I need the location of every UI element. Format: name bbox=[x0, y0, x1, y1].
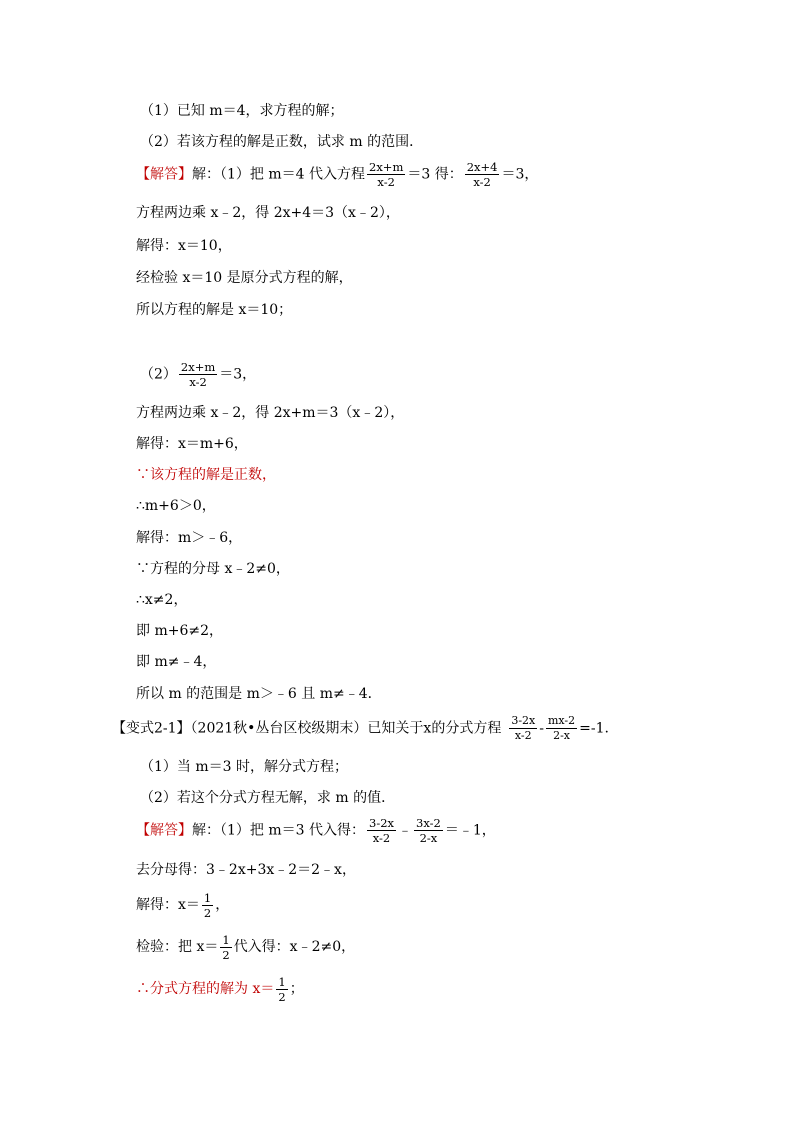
variant-tag: 【变式2-1】 bbox=[112, 720, 191, 737]
step-line: 方程两边乘 x﹣2，得 2x+4＝3（x﹣2）， bbox=[136, 205, 400, 221]
fraction: $\frac{1}{2}$ bbox=[222, 932, 230, 962]
answer-tail: ＝﹣1， bbox=[444, 822, 496, 839]
step-line: 解得：m＞﹣6， bbox=[136, 530, 243, 546]
fraction: $\frac{2x+4}{x-2}$ bbox=[466, 160, 498, 189]
minus-sign: ﹣ bbox=[398, 822, 413, 839]
question-2: （2）若该方程的解是正数，试求 m 的范围． bbox=[140, 134, 424, 150]
answer-tag: 【解答】 bbox=[136, 822, 192, 839]
answer-2-line bbox=[136, 816, 496, 845]
fraction: $\frac{2x+m}{x-2}$ bbox=[180, 360, 216, 389]
variant-header bbox=[112, 714, 609, 743]
step-line: 即 m+6≠2， bbox=[136, 623, 224, 639]
step-line: 所以 m 的范围是 m＞﹣6 且 m≠﹣4． bbox=[136, 686, 382, 702]
fraction: $\frac{2x+m}{x-2}$ bbox=[369, 160, 404, 189]
part-2-tail: ＝3， bbox=[219, 366, 257, 383]
variant-tail: =-1. bbox=[579, 720, 609, 737]
step-line: ∴m+6＞0， bbox=[136, 498, 216, 514]
step-line: 检验：把 x＝ $\frac{1}{2}$ 代入得：x﹣2≠0， bbox=[136, 932, 356, 962]
step-line: ∴x≠2， bbox=[136, 592, 188, 608]
step-line: 经检验 x＝10 是原分式方程的解， bbox=[136, 270, 353, 286]
question-1: （1）已知 m＝4，求方程的解； bbox=[140, 103, 344, 119]
fraction: $\frac{1}{2}$ bbox=[203, 890, 212, 920]
step-line: ∴分式方程的解为 x＝ $\frac{1}{2}$ ； bbox=[136, 974, 304, 1004]
fraction: $\frac{3-2x}{x-2}$ bbox=[511, 714, 536, 742]
step-line: 去分母得：3﹣2x+3x﹣2＝2﹣x， bbox=[136, 862, 356, 878]
fraction: $\frac{mx-2}{2-x}$ bbox=[547, 714, 576, 742]
answer-tag: 【解答】 bbox=[136, 166, 192, 183]
step-line: ∵方程的分母 x﹣2≠0， bbox=[136, 561, 290, 577]
part-2-label: （2） bbox=[140, 366, 177, 383]
variant-body: （2021秋•丛台区校级期末）已知关于x的分式方程 bbox=[190, 720, 502, 737]
variant-question-1: （1）当 m＝3 时，解分式方程； bbox=[140, 759, 348, 775]
step-line: 解得：x＝ $\frac{1}{2}$ ， bbox=[136, 890, 230, 920]
fraction: $\frac{3x-2}{2-x}$ bbox=[416, 816, 441, 845]
minus-sign: - bbox=[539, 720, 544, 737]
answer-intro: 解：（1）把 m＝4 代入方程 bbox=[192, 166, 365, 183]
answer-mid: ＝3 得： bbox=[407, 166, 463, 183]
fraction: $\frac{3-2x}{x-2}$ bbox=[369, 816, 395, 845]
step-line: ∵该方程的解是正数， bbox=[136, 467, 276, 483]
answer-intro: 解：（1）把 m＝3 代入得： bbox=[192, 822, 365, 839]
fraction: $\frac{1}{2}$ bbox=[278, 974, 286, 1004]
part-2-line bbox=[140, 360, 256, 389]
step-line: 即 m≠﹣4， bbox=[136, 654, 217, 670]
answer-1-line bbox=[136, 160, 538, 189]
step-line: 解得：x＝10， bbox=[136, 238, 232, 254]
answer-tail: ＝3， bbox=[501, 166, 539, 183]
step-line: 解得：x＝m+6， bbox=[136, 436, 248, 452]
step-line: 所以方程的解是 x＝10； bbox=[136, 302, 293, 318]
step-line: 方程两边乘 x﹣2，得 2x+m＝3（x﹣2）， bbox=[136, 405, 405, 421]
variant-question-2: （2）若这个分式方程无解，求 m 的值． bbox=[140, 790, 396, 806]
